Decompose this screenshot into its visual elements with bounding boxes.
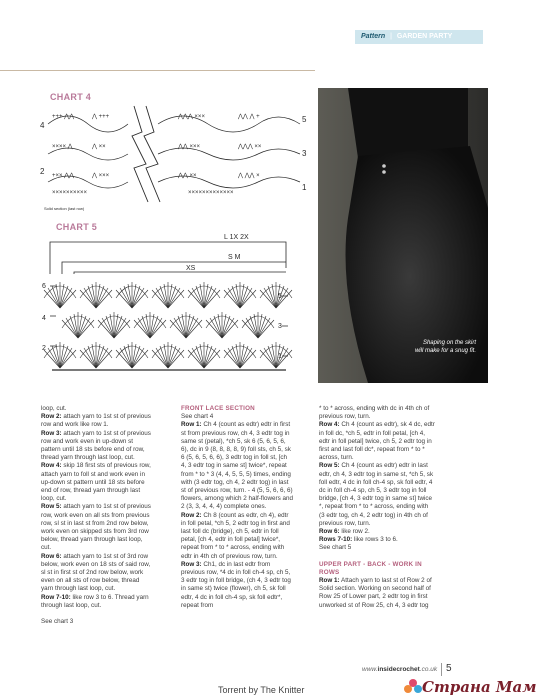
chart4-row-2-label: 2 [40,167,45,176]
svg-text:⋀⋀⋀ ×××: ⋀⋀⋀ ××× [178,114,205,120]
section-label: Pattern [361,33,386,40]
torrent-watermark: Torrent by The Knitter [218,685,305,695]
chart5-diagram [38,228,298,378]
chart5-title: CHART 5 [56,222,98,232]
column-3-body [319,405,435,553]
row-label: Row 1: [181,421,202,429]
row-label: Row 5: [41,503,62,511]
footer-url-prefix: www. [362,666,378,673]
instruction-paragraph [319,577,435,610]
column-2-body [181,413,293,610]
chart5-size-medium: S M [228,254,241,261]
instruction-text: attach yarn to 1st st of previous row and work even in up-down st pattern until 18 sts before end of row, thread yarn through last loop, cut. [41,429,151,462]
svg-text:+×× ⋀⋀: +×× ⋀⋀ [52,173,75,179]
footer-url-suffix: .co.uk [419,666,438,673]
page-number: 5 [446,663,452,674]
row-label: Rows 7-10: [319,536,353,544]
upper-part-heading: UPPER PART - BACK - WORK IN ROWS [319,560,422,576]
svg-text:×××××××××××××: ××××××××××××× [188,190,234,196]
svg-text:⋀⋀ ××: ⋀⋀ ×× [178,173,197,179]
instruction-text: See chart 4 [181,413,214,421]
row-label: Row 6: [41,552,62,560]
chart5-row-2-label: 2 [42,345,46,352]
svg-text:⋀⋀⋀ ××: ⋀⋀⋀ ×× [238,144,262,150]
column-2 [181,405,293,610]
svg-text:⋀ ××: ⋀ ×× [92,144,106,150]
row-label: Row 3: [181,560,202,568]
front-lace-heading: FRONT LACE SECTION [181,405,255,412]
instruction-text: skip 18 first sts of previous row, attach yarn to foll st and work even in up-down st pattern until 18 sts before end of row, thread yarn through last loop, cut. [41,462,151,503]
logo-text: Страна Мам [422,678,537,696]
instruction-text: attach yarn to 1st st of previous row, work even on all sts from previous row, sl st in last st from 2nd row below, work even on skipped sts from 3rd row below, thread yarn through last loop, cut. [41,503,151,552]
header-rule [0,70,315,71]
section-title: GARDEN PARTY [396,33,453,40]
row-label: Row 6: [319,528,340,536]
row-label: Row 2: [181,511,202,519]
svg-text:⋀ ⋀⋀ ×: ⋀ ⋀⋀ × [238,173,260,179]
instruction-text: Ch 4 (count as edtr), sk 4 dc, edtr in foll dc, *ch 5, edtr in foll petal, [ch 4, edtr in foll petal] twice, ch 5, 2 edtr tog in first and last foll dc*, repeat from * to * across, turn. [319,421,435,462]
row-label: Row 3: [41,429,62,437]
column-3 [319,405,435,610]
site-logo [402,674,540,700]
chart4-diagram [38,102,310,214]
logo-flower-icon [402,675,424,699]
chart5-row-6-label: 6 [42,283,46,290]
chart5-row-5-label: 5 [278,293,282,300]
instruction-paragraph [41,594,153,610]
svg-text:+++ ⋀⋀: +++ ⋀⋀ [52,114,75,120]
instruction-text: Ch 4 (count as edtr) edtr in first st from previous row, ch 4, 3 edtr tog in same st (petal), *ch 5, sk 6 (5, 6, 5, 6, 6), dc in 9 (8, 8, 8, 8, 9) foll sts, ch 5, sk 6 (5, 6, 5, 6, 6), 3 edtr tog in foll st, [ch 4, 3 edtr tog in same st] twice*, repeat from * to * 3 (4, 4, 5, 5, 5) times, ending with (3 edtr tog, ch 4, 2 edtr tog) in last st of previous row, turn. - 4 (5, 5, 6, 6, 6) flowers, among which 2 half-flowers and 2 (3, 3, 4, 4, 4) complete ones. [181,421,293,511]
section-separator: | [390,33,392,40]
instruction-paragraph [41,618,153,626]
svg-text:⋀⋀ ⋀ +: ⋀⋀ ⋀ + [238,114,260,120]
instruction-text: Ch1, dc in last edtr from previous row, *4 dc in foll ch-4 sp, ch 5, 3 edtr tog in foll bridge, (ch 4, 3 edtr tog in same st) twice (flower), ch 5, sk foll edtr, 4 dc in foll ch-4 sp, sk foll edtr*, repeat from [181,560,291,609]
instruction-text: loop, cut. [41,405,67,412]
instruction-paragraph [181,413,293,421]
row-label: Row 7-10: [41,593,71,601]
svg-text:⋀ +++: ⋀ +++ [92,114,110,120]
instruction-text: See chart 5 [319,544,352,552]
photo-caption: Shaping on the skirt will make for a snug fit. [414,340,476,354]
instruction-paragraph [41,462,153,503]
instruction-text: like row 2. [339,528,370,536]
instruction-paragraph [41,503,153,552]
instruction-text: like row 3 to 6. Thread yarn through last loop, cut. [41,593,149,609]
chart4-title: CHART 4 [50,92,92,102]
chart5-row-3-label: 3 [278,323,282,330]
instruction-paragraph [181,512,293,561]
instruction-paragraph [41,413,153,429]
footer-url-brand: insidecrochet [377,666,420,673]
chart4-note: Solid section (last row) [44,206,85,211]
footer-url[interactable] [362,666,437,673]
instruction-paragraph [41,610,153,618]
instruction-paragraph [181,421,293,511]
instruction-text: See chart 3 [41,618,74,626]
row-label: Row 1: [319,577,340,585]
instruction-paragraph [319,462,435,528]
skirt-photo [318,88,488,383]
instruction-paragraph [319,528,435,536]
svg-text:⋀⋀ ×××: ⋀⋀ ××× [178,144,201,150]
chart4-row-5-label: 5 [302,115,307,124]
column-3-body-b [319,577,435,610]
instruction-paragraph [319,405,435,421]
instruction-text: Ch 8 (count as edtr, ch 4), edtr in foll petal, *ch 5, 2 edtr tog in first and last foll dc (bridge), ch 5, edtr in foll petal, [ch 4, edtr in foll petal] twice*, repeat from * to * across, ending with edtr in 4th ch of previous row, turn. [181,511,290,560]
instruction-paragraph [41,430,153,463]
instruction-text: like rows 3 to 6. [352,536,398,544]
instruction-paragraph [319,544,435,552]
row-label: Row 4: [319,421,340,429]
chart5-row-4-label: 4 [42,315,46,322]
instruction-text: * to * across, ending with dc in 4th ch of previous row, turn. [319,405,430,421]
instruction-paragraph [181,561,293,610]
instruction-text: Ch 4 (count as edtr) edtr in last edtr, ch 4, 3 edtr tog in same st, *ch 5, sk foll edtr, 4 dc in foll ch-4 sp, sk foll edtr, 4 dc in foll ch-4 sp, ch 5, 3 edtr tog in foll bridge, [ch 4, 3 edtr tog in same st] twice *, repeat from * to * across, ending with (3 edtr tog, ch 4, 2 edtr tog) in 4th ch of previous row, turn. [319,462,434,527]
instruction-paragraph [41,405,153,413]
row-label: Row 4: [41,462,62,470]
instruction-paragraph [319,536,435,544]
svg-text:⋀ ×××: ⋀ ××× [92,173,110,179]
row-label: Row 5: [319,462,340,470]
chart4-row-1-label: 1 [302,183,307,192]
column-1 [41,405,153,626]
chart5-row-1-label: 1 [278,353,282,360]
svg-text:×××× ⋀: ×××× ⋀ [52,144,73,150]
chart4-row-4-label: 4 [40,121,45,130]
instruction-paragraph [41,553,153,594]
instruction-paragraph [319,421,435,462]
chart5-size-large: L 1X 2X [224,234,249,241]
skirt-illustration [318,88,488,383]
row-label: Row 2: [41,413,62,421]
chart5-size-xs: XS [186,265,196,272]
instruction-text: Attach yarn to last st of Row 2 of Solid section. Working on second half of Row 25 of Lower part, 2 edtr tog in first unworked st of Row 25, ch 4, 3 edtr tog [319,577,432,609]
chart4-row-3-label: 3 [302,149,307,158]
instruction-text: attach yarn to 1st st of 3rd row below, work even on 18 sts of said row, sl st in first st of 2nd row below, work even on all sts of row below, thread yarn through last loop, cut. [41,552,151,593]
section-tab [355,30,483,44]
instruction-text: attach yarn to 1st st of previous row and work like row 1. [41,413,151,429]
svg-text:××××××××××: ×××××××××× [52,190,88,196]
